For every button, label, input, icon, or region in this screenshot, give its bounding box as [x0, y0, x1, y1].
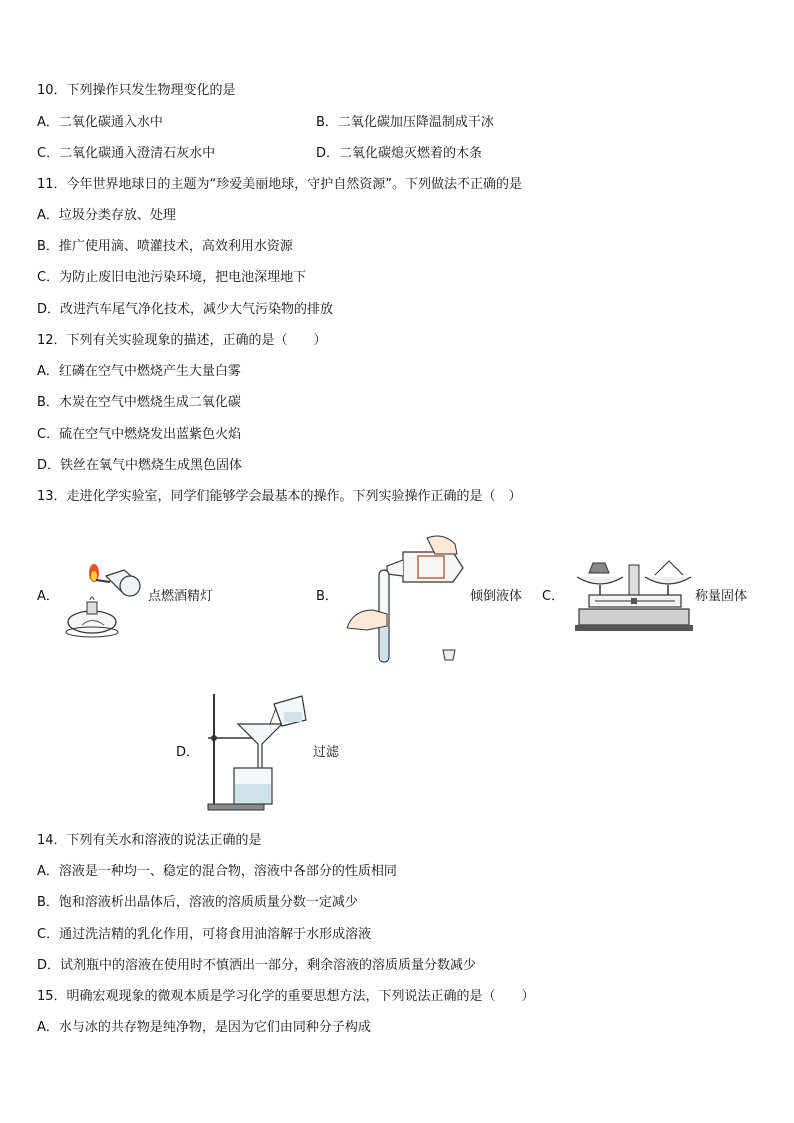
question-11-option-b: B．推广使用滴、喷灌技术，高效利用水资源 [37, 239, 293, 254]
question-10-option-b: B．二氧化碳加压降温制成干冰 [316, 115, 494, 130]
question-10-option-a: A．二氧化碳通入水中 [37, 115, 163, 130]
question-13-option-d-letter: D． [176, 745, 200, 760]
question-13-option-a-caption: 点燃酒精灯 [148, 589, 214, 604]
question-11-option-c: C．为防止废旧电池污染环境，把电池深埋地下 [37, 270, 307, 285]
pouring-liquid-illustration [343, 530, 468, 670]
question-12-option-a: A．红磷在空气中燃烧产生大量白雾 [37, 364, 241, 379]
question-14-option-c: C．通过洗洁精的乳化作用，可将食用油溶解于水形成溶液 [37, 927, 372, 942]
question-15-option-a: A．水与冰的共存物是纯净物，是因为它们由同种分子构成 [37, 1020, 371, 1035]
question-10-option-d: D．二氧化碳熄灭燃着的木条 [316, 146, 483, 161]
question-13-option-c-caption: 称量固体 [695, 589, 748, 604]
question-13-stem: 13．走进化学实验室，同学们能够学会最基本的操作。下列实验操作正确的是（ ） [37, 489, 522, 504]
question-13-option-c-letter: C． [542, 589, 565, 604]
question-10-option-c: C．二氧化碳通入澄清石灰水中 [37, 146, 216, 161]
alcohol-lamp-illustration [62, 550, 147, 640]
question-12-option-b: B．木炭在空气中燃烧生成二氧化碳 [37, 395, 241, 410]
question-14-option-a: A．溶液是一种均一、稳定的混合物，溶液中各部分的性质相同 [37, 864, 397, 879]
question-10-stem: 10．下列操作只发生物理变化的是 [37, 83, 236, 98]
question-15-stem: 15．明确宏观现象的微观本质是学习化学的重要思想方法，下列说法正确的是（ ） [37, 989, 535, 1004]
question-12-option-d: D．铁丝在氧气中燃烧生成黑色固体 [37, 458, 243, 473]
question-13-option-d-caption: 过滤 [313, 745, 340, 760]
question-14-option-b: B．饱和溶液析出晶体后，溶液的溶质质量分数一定减少 [37, 895, 358, 910]
question-13-option-b-caption: 倾倒液体 [470, 589, 523, 604]
question-12-option-c: C．硫在空气中燃烧发出蓝紫色火焰 [37, 427, 242, 442]
question-11-option-a: A．垃圾分类存放、处理 [37, 208, 176, 223]
filtration-setup-illustration [200, 690, 312, 815]
question-14-option-d: D．试剂瓶中的溶液在使用时不慎洒出一部分，剩余溶液的溶质质量分数减少 [37, 958, 477, 973]
question-11-option-d: D．改进汽车尾气净化技术，减少大气污染物的排放 [37, 302, 334, 317]
question-13-option-b-letter: B． [316, 589, 338, 604]
balance-scale-illustration [575, 555, 693, 635]
question-13-option-a-letter: A． [37, 589, 59, 604]
question-12-stem: 12．下列有关实验现象的描述，正确的是（ ） [37, 333, 327, 348]
question-14-stem: 14．下列有关水和溶液的说法正确的是 [37, 833, 262, 848]
question-11-stem: 11．今年世界地球日的主题为“珍爱美丽地球，守护自然资源”。下列做法不正确的是 [37, 177, 523, 192]
